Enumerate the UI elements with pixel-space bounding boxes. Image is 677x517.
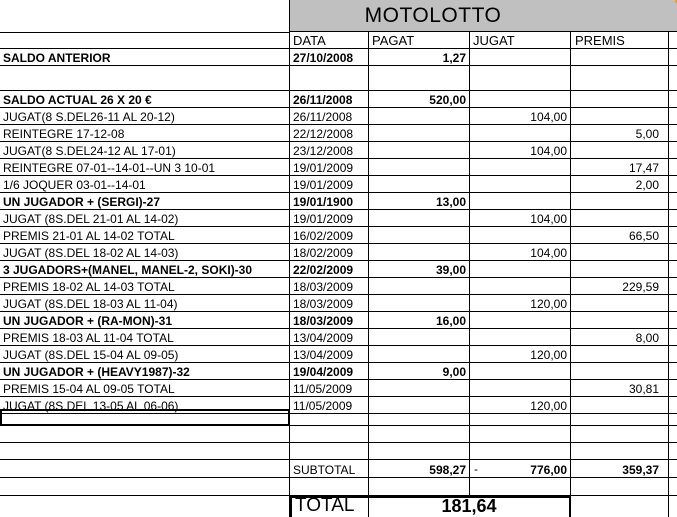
subtotal-minus: - <box>474 462 478 476</box>
row-date[interactable]: 16/02/2009 <box>290 227 369 244</box>
row-premis[interactable]: 229,59 <box>571 278 669 295</box>
row-extra[interactable] <box>669 329 677 346</box>
blank-cell[interactable] <box>571 409 669 426</box>
blank-cell[interactable] <box>669 496 677 517</box>
blank-cell[interactable] <box>290 443 369 460</box>
row-date[interactable]: 23/12/2008 <box>290 142 369 159</box>
table-row <box>0 380 677 397</box>
selected-cell[interactable] <box>0 409 290 426</box>
row-pagat[interactable] <box>369 159 470 176</box>
row-premis[interactable]: 66,50 <box>571 227 669 244</box>
row-premis[interactable] <box>571 49 669 66</box>
row-description[interactable]: SALDO ANTERIOR <box>0 49 290 66</box>
row-jugat[interactable] <box>470 176 571 193</box>
row-premis[interactable]: 17,47 <box>571 159 669 176</box>
subtotal-pagat[interactable]: 598,27 <box>369 460 470 478</box>
row-date[interactable]: 26/11/2008 <box>290 91 369 108</box>
row-extra[interactable] <box>669 176 677 193</box>
header-row <box>0 32 677 49</box>
row-jugat[interactable] <box>470 278 571 295</box>
row-description[interactable]: PREMIS 21-01 AL 14-02 TOTAL <box>0 227 290 244</box>
row-premis[interactable] <box>571 244 669 261</box>
row-description[interactable]: REINTEGRE 17-12-08 <box>0 125 290 142</box>
row-extra[interactable] <box>669 210 677 227</box>
table-row <box>0 49 677 66</box>
row-premis[interactable]: 2,00 <box>571 176 669 193</box>
row-date[interactable]: 11/05/2009 <box>290 397 369 414</box>
row-pagat[interactable] <box>369 125 470 142</box>
row-premis[interactable] <box>571 91 669 108</box>
blank-cell[interactable] <box>369 478 470 496</box>
row-date[interactable]: 19/01/2009 <box>290 210 369 227</box>
row-premis[interactable] <box>571 261 669 278</box>
row-pagat[interactable] <box>369 278 470 295</box>
table-row <box>0 66 677 91</box>
row-extra[interactable] <box>669 142 677 159</box>
row-premis[interactable] <box>571 108 669 125</box>
row-date[interactable]: 22/12/2008 <box>290 125 369 142</box>
total-label[interactable]: TOTAL <box>290 496 369 517</box>
table-row <box>0 125 677 142</box>
row-description[interactable]: JUGAT(8 S.DEL26-11 AL 20-12) <box>0 108 290 125</box>
row-jugat[interactable]: 104,00 <box>470 244 571 261</box>
header-extra[interactable] <box>669 32 677 49</box>
subtotal-label[interactable]: SUBTOTAL <box>290 460 369 478</box>
row-jugat[interactable]: 104,00 <box>470 142 571 159</box>
row-extra[interactable] <box>669 91 677 108</box>
header-premis[interactable]: PREMIS <box>571 32 669 49</box>
row-description[interactable]: SALDO ACTUAL 26 X 20 € <box>0 91 290 108</box>
table-row <box>0 227 677 244</box>
title-left-blank[interactable] <box>0 0 289 33</box>
row-pagat[interactable] <box>369 244 470 261</box>
subtotal-row <box>0 460 677 478</box>
row-description[interactable]: UN JUGADOR + (RA-MON)-31 <box>0 312 290 329</box>
row-extra[interactable] <box>669 227 677 244</box>
table-row <box>0 244 677 261</box>
row-date[interactable]: 19/04/2009 <box>290 363 369 380</box>
row-description[interactable]: PREMIS 18-02 AL 14-03 TOTAL <box>0 278 290 295</box>
row-pagat[interactable] <box>369 346 470 363</box>
blank-cell[interactable] <box>470 426 571 443</box>
row-premis[interactable]: 8,00 <box>571 329 669 346</box>
row-jugat[interactable] <box>470 363 571 380</box>
row-description[interactable]: JUGAT(8 S.DEL24-12 AL 17-01) <box>0 142 290 159</box>
row-description[interactable]: JUGAT (8S.DEL 18-03 AL 11-04) <box>0 295 290 312</box>
total-value[interactable]: 181,64 <box>369 496 571 517</box>
row-pagat[interactable]: 1,27 <box>369 49 470 66</box>
row-date[interactable]: 19/01/2009 <box>290 176 369 193</box>
blank-cell[interactable] <box>669 409 677 426</box>
row-date[interactable]: 11/05/2009 <box>290 380 369 397</box>
row-extra[interactable] <box>669 261 677 278</box>
table-row <box>0 210 677 227</box>
row-extra[interactable] <box>669 244 677 261</box>
row-description[interactable]: UN JUGADOR + (HEAVY1987)-32 <box>0 363 290 380</box>
blank-cell[interactable] <box>669 460 677 478</box>
row-jugat[interactable]: 104,00 <box>470 108 571 125</box>
total-row <box>0 496 677 517</box>
blank-cell[interactable] <box>470 409 571 426</box>
row-pagat[interactable] <box>369 295 470 312</box>
table-row <box>0 312 677 329</box>
row-extra[interactable] <box>669 380 677 397</box>
row-jugat[interactable] <box>470 261 571 278</box>
row-premis[interactable]: 30,81 <box>571 380 669 397</box>
blank-cell[interactable] <box>0 478 290 496</box>
table-row <box>0 176 677 193</box>
table-row <box>0 91 677 108</box>
row-premis[interactable] <box>571 193 669 210</box>
blank-cell[interactable] <box>669 443 677 460</box>
table-row <box>0 142 677 159</box>
row-date[interactable]: 18/02/2009 <box>290 244 369 261</box>
row-date[interactable]: 13/04/2009 <box>290 346 369 363</box>
row-premis[interactable] <box>571 210 669 227</box>
row-date[interactable]: 18/03/2009 <box>290 278 369 295</box>
row-date[interactable]: 19/01/2009 <box>290 159 369 176</box>
row-extra[interactable] <box>669 193 677 210</box>
table-row <box>0 346 677 363</box>
blank-cell[interactable] <box>470 478 571 496</box>
sheet-title: MOTOLOTTO <box>364 4 502 27</box>
blank-cell[interactable] <box>290 478 369 496</box>
row-date[interactable]: 13/04/2009 <box>290 329 369 346</box>
row-pagat[interactable] <box>369 176 470 193</box>
subtotal-jugat-cell[interactable] <box>470 460 571 478</box>
header-pagat[interactable]: PAGAT <box>369 32 470 49</box>
row-extra[interactable] <box>669 278 677 295</box>
header-data[interactable]: DATA <box>290 32 369 49</box>
title-bar <box>0 0 677 32</box>
row-extra[interactable] <box>669 363 677 380</box>
row-description[interactable]: UN JUGADOR + (SERGI)-27 <box>0 193 290 210</box>
row-date[interactable]: 22/02/2009 <box>290 261 369 278</box>
row-description[interactable]: 1/6 JOQUER 03-01--14-01 <box>0 176 290 193</box>
table-row <box>0 363 677 380</box>
row-jugat[interactable]: 120,00 <box>470 346 571 363</box>
row-extra[interactable] <box>669 312 677 329</box>
row-premis[interactable] <box>571 295 669 312</box>
row-description[interactable]: PREMIS 18-03 AL 11-04 TOTAL <box>0 329 290 346</box>
row-jugat[interactable] <box>470 380 571 397</box>
row-jugat[interactable]: 104,00 <box>470 210 571 227</box>
blank-cell[interactable] <box>571 478 669 496</box>
row-extra[interactable] <box>669 295 677 312</box>
row-description[interactable] <box>0 66 290 91</box>
blank-cell[interactable] <box>369 409 470 426</box>
row-jugat[interactable] <box>470 329 571 346</box>
blank-cell[interactable] <box>369 426 470 443</box>
row-extra[interactable] <box>669 66 677 91</box>
row-description[interactable]: JUGAT (8S.DEL 18-02 AL 14-03) <box>0 244 290 261</box>
blank-row <box>0 443 677 460</box>
subtotal-desc-cell[interactable] <box>0 460 290 478</box>
row-jugat[interactable] <box>470 66 571 91</box>
blank-cell[interactable] <box>290 426 369 443</box>
row-date[interactable]: 27/10/2008 <box>290 49 369 66</box>
row-description[interactable]: 3 JUGADORS+(MANEL, MANEL-2, SOKI)-30 <box>0 261 290 278</box>
row-description[interactable]: PREMIS 15-04 AL 09-05 TOTAL <box>0 380 290 397</box>
table-row <box>0 159 677 176</box>
row-premis[interactable] <box>571 142 669 159</box>
row-pagat[interactable]: 9,00 <box>369 363 470 380</box>
row-extra[interactable] <box>669 108 677 125</box>
row-description[interactable]: REINTEGRE 07-01--14-01--UN 3 10-01 <box>0 159 290 176</box>
blank-row-selected <box>0 409 677 426</box>
total-desc-cell[interactable] <box>0 496 290 517</box>
blank-cell[interactable] <box>571 426 669 443</box>
row-date[interactable] <box>290 66 369 91</box>
blank-cell[interactable] <box>571 496 669 517</box>
row-extra[interactable] <box>669 49 677 66</box>
row-date[interactable]: 18/03/2009 <box>290 312 369 329</box>
blank-row <box>0 426 677 443</box>
row-pagat[interactable] <box>369 142 470 159</box>
row-description[interactable]: JUGAT (8S.DEL 21-01 AL 14-02) <box>0 210 290 227</box>
row-premis[interactable] <box>571 363 669 380</box>
blank-cell[interactable] <box>669 426 677 443</box>
table-row <box>0 295 677 312</box>
row-pagat[interactable] <box>369 66 470 91</box>
row-jugat[interactable] <box>470 125 571 142</box>
subtotal-jugat: 776,00 <box>530 463 567 477</box>
blank-cell[interactable] <box>571 443 669 460</box>
row-jugat[interactable] <box>470 91 571 108</box>
table-row <box>0 108 677 125</box>
row-date[interactable]: 19/01/1900 <box>290 193 369 210</box>
table-row <box>0 261 677 278</box>
row-jugat[interactable] <box>470 49 571 66</box>
row-pagat[interactable]: 520,00 <box>369 91 470 108</box>
blank-cell[interactable] <box>470 443 571 460</box>
table-row <box>0 193 677 210</box>
row-extra[interactable] <box>669 346 677 363</box>
blank-cell[interactable] <box>0 443 290 460</box>
row-pagat[interactable]: 13,00 <box>369 193 470 210</box>
subtotal-premis[interactable]: 359,37 <box>571 460 669 478</box>
table-row <box>0 329 677 346</box>
row-premis[interactable] <box>571 312 669 329</box>
row-pagat[interactable] <box>369 210 470 227</box>
row-extra[interactable] <box>669 125 677 142</box>
row-jugat[interactable] <box>470 312 571 329</box>
row-pagat[interactable]: 39,00 <box>369 261 470 278</box>
row-pagat[interactable]: 16,00 <box>369 312 470 329</box>
row-date[interactable]: 26/11/2008 <box>290 108 369 125</box>
row-jugat[interactable]: 120,00 <box>470 397 571 414</box>
blank-cell[interactable] <box>369 443 470 460</box>
blank-cell[interactable] <box>290 409 369 426</box>
table-row <box>0 278 677 295</box>
row-jugat[interactable] <box>470 227 571 244</box>
row-date[interactable]: 18/03/2009 <box>290 295 369 312</box>
row-jugat[interactable] <box>470 159 571 176</box>
row-extra[interactable] <box>669 159 677 176</box>
row-jugat[interactable] <box>470 193 571 210</box>
blank-row <box>0 478 677 496</box>
row-pagat[interactable] <box>369 380 470 397</box>
header-jugat[interactable]: JUGAT <box>470 32 571 49</box>
blank-cell[interactable] <box>669 478 677 496</box>
blank-cell[interactable] <box>0 426 290 443</box>
row-premis[interactable] <box>571 66 669 91</box>
row-premis[interactable]: 5,00 <box>571 125 669 142</box>
header-desc-cell[interactable] <box>0 32 290 49</box>
row-description[interactable]: JUGAT (8S.DEL 13-05 AL 06-06) <box>0 397 290 414</box>
row-jugat[interactable]: 120,00 <box>470 295 571 312</box>
row-pagat[interactable] <box>369 329 470 346</box>
row-premis[interactable] <box>571 346 669 363</box>
row-description[interactable]: JUGAT (8S.DEL 15-04 AL 09-05) <box>0 346 290 363</box>
row-pagat[interactable] <box>369 108 470 125</box>
row-pagat[interactable] <box>369 227 470 244</box>
